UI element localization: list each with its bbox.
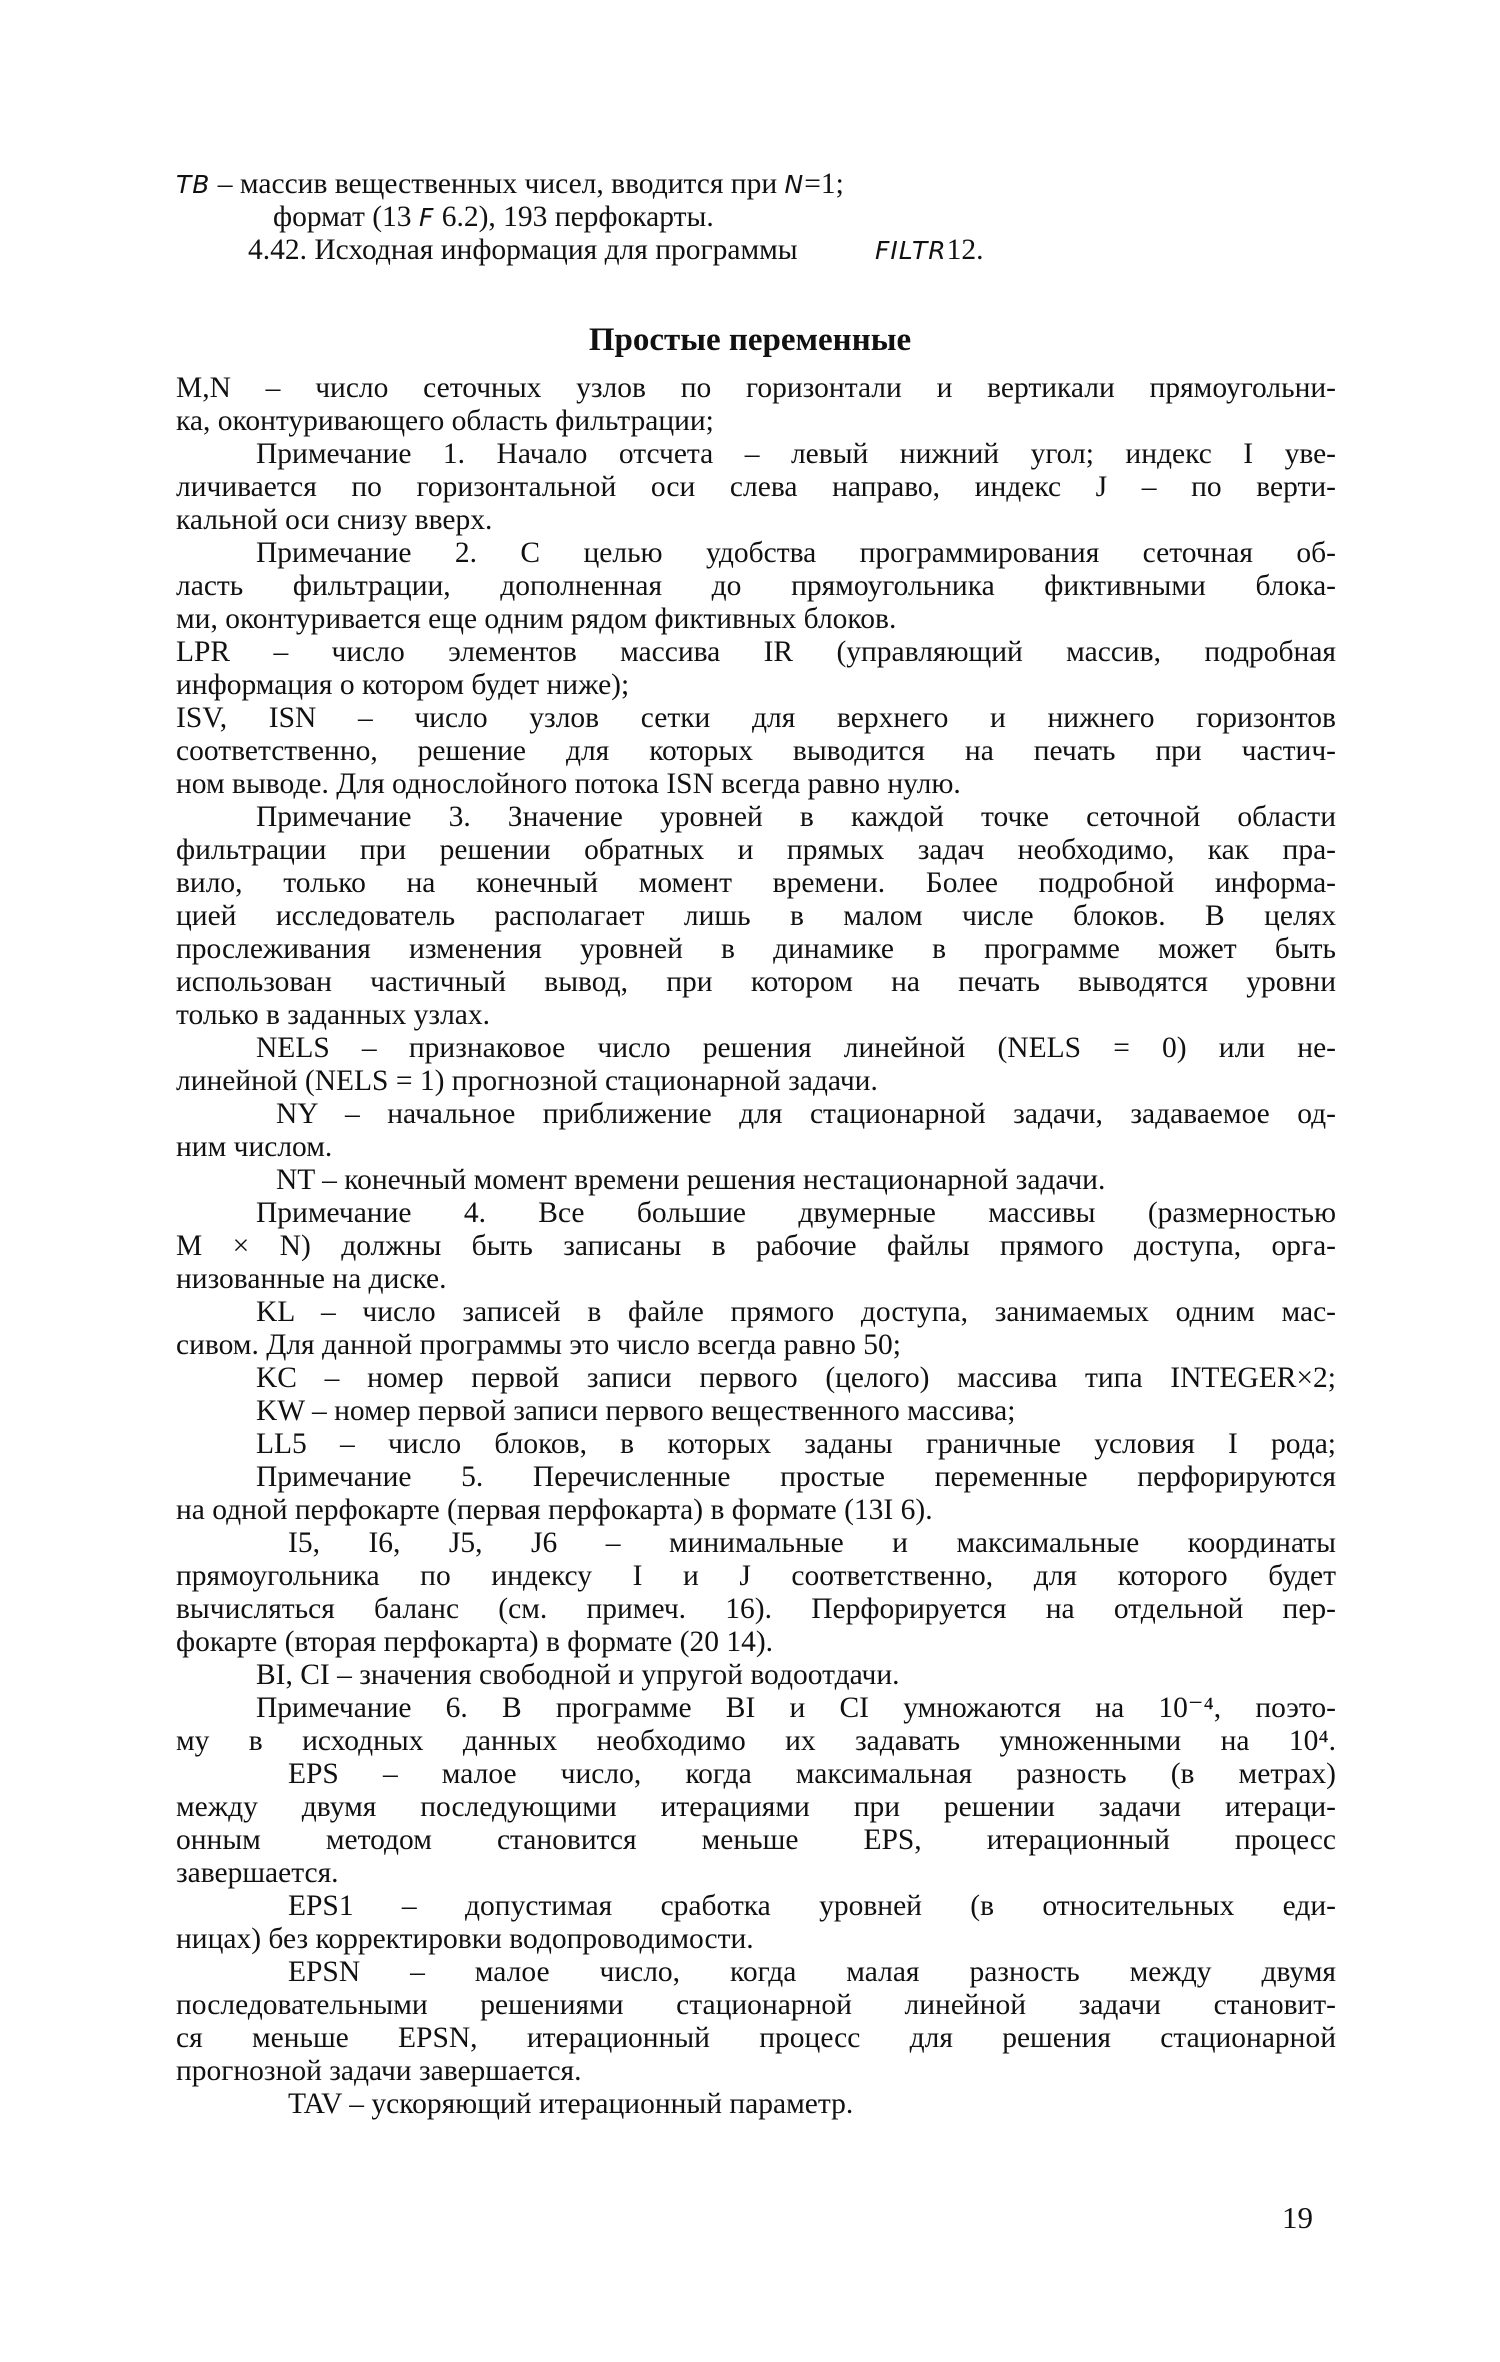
text-line: M,N – число сеточных узлов по горизонтали и вертикали прямоугольни-: [176, 372, 1336, 404]
text-line: вило, только на конечный момент времени. Более подробной информа-: [176, 867, 1336, 899]
text-line: ISV, ISN – число узлов сетки для верхнего и нижнего горизонтов: [176, 702, 1336, 734]
text-line: прямоугольника по индексу I и J соответственно, для которого будет: [176, 1560, 1336, 1592]
text-line: прослеживания изменения уровней в динамике в программе может быть: [176, 933, 1336, 965]
text-line: му в исходных данных необходимо их задавать умноженными на 10⁴.: [176, 1725, 1336, 1757]
text-line: ка, оконтуривающего область фильтрации;: [176, 405, 714, 437]
text-line: низованные на диске.: [176, 1263, 447, 1295]
text-line: на одной перфокарте (первая перфокарта) в формате (13I 6).: [176, 1494, 933, 1526]
text-line: TAV – ускоряющий итерационный параметр.: [288, 2088, 854, 2120]
text-line: NY – начальное приближение для стационарной задачи, задаваемое од-: [276, 1098, 1336, 1130]
text-line: Примечание 6. В программе BI и CI умножаются на 10⁻⁴, поэто-: [256, 1692, 1336, 1724]
text-line: ницах) без корректировки водопроводимости.: [176, 1923, 754, 1955]
text-line: Примечание 2. С целью удобства программирования сеточная об-: [256, 537, 1336, 569]
header-block: [176, 168, 1336, 267]
header-line-2: формат (13 F 6.2), 193 перфокарты.: [273, 201, 714, 233]
text-line: последовательными решениями стационарной линейной задачи становит-: [176, 1989, 1336, 2021]
text-line: завершается.: [176, 1857, 339, 1889]
text-line: прогнозной задачи завершается.: [176, 2055, 582, 2087]
text-line: EPS1 – допустимая сработка уровней (в относительных еди-: [288, 1890, 1336, 1922]
text-line: ним числом.: [176, 1131, 333, 1163]
text-line: между двумя последующими итерациями при решении задачи итераци-: [176, 1791, 1336, 1823]
text-line: онным методом становится меньше EPS, итерационный процесс: [176, 1824, 1336, 1856]
text-line: KW – номер первой записи первого вещественного массива;: [256, 1395, 1016, 1427]
text-line: NELS – признаковое число решения линейной (NELS = 0) или не-: [256, 1032, 1336, 1064]
text-line: KC – номер первой записи первого (целого) массива типа INTEGER×2;: [256, 1362, 1336, 1394]
text-line: KL – число записей в файле прямого доступа, занимаемых одним мас-: [256, 1296, 1336, 1328]
text-line: EPSN – малое число, когда малая разность между двумя: [288, 1956, 1336, 1988]
text-line: информация о котором будет ниже);: [176, 669, 630, 701]
text-line: ласть фильтрации, дополненная до прямоугольника фиктивными блока-: [176, 570, 1336, 602]
text-line: BI, CI – значения свободной и упругой водоотдачи.: [256, 1659, 900, 1691]
text-line: LPR – число элементов массива IR (управляющий массив, подробная: [176, 636, 1336, 668]
text-line: EPS – малое число, когда максимальная разность (в метрах): [288, 1758, 1336, 1790]
section-title: Простые переменные: [588, 322, 912, 358]
header-line-3: 4.42. Исходная информация для программы FILTR12.: [248, 234, 984, 266]
text-line: цией исследователь располагает лишь в малом числе блоков. В целях: [176, 900, 1336, 932]
page-number: 19: [1282, 2200, 1313, 2235]
text-line: использован частичный вывод, при котором на печать выводятся уровни: [176, 966, 1336, 998]
text-line: ми, оконтуривается еще одним рядом фиктивных блоков.: [176, 603, 897, 635]
text-line: личивается по горизонтальной оси слева направо, индекс J – по верти-: [176, 471, 1336, 503]
body-text: [176, 372, 1336, 2121]
text-line: Примечание 5. Перечисленные простые переменные перфорируются: [256, 1461, 1336, 1493]
text-line: Примечание 4. Все большие двумерные массивы (размерностью: [256, 1197, 1336, 1229]
text-line: фильтрации при решении обратных и прямых задач необходимо, как пра-: [176, 834, 1336, 866]
text-line: M × N) должны быть записаны в рабочие файлы прямого доступа, орга-: [176, 1230, 1336, 1262]
text-line: вычисляться баланс (см. примеч. 16). Перфорируется на отдельной пер-: [176, 1593, 1336, 1625]
text-line: соответственно, решение для которых выводится на печать при частич-: [176, 735, 1336, 767]
text-line: Примечание 3. Значение уровней в каждой точке сеточной области: [256, 801, 1336, 833]
text-line: только в заданных узлах.: [176, 999, 491, 1031]
header-line-1: TB – массив вещественных чисел, вводится при N=1;: [176, 168, 844, 200]
text-line: ном выводе. Для однослойного потока ISN всегда равно нулю.: [176, 768, 961, 800]
text-line: I5, I6, J5, J6 – минимальные и максимальные координаты: [288, 1527, 1336, 1559]
text-line: Примечание 1. Начало отсчета – левый нижний угол; индекс I уве-: [256, 438, 1336, 470]
text-line: ся меньше EPSN, итерационный процесс для решения стационарной: [176, 2022, 1336, 2054]
text-line: сивом. Для данной программы это число всегда равно 50;: [176, 1329, 901, 1361]
text-line: фокарте (вторая перфокарта) в формате (20 14).: [176, 1626, 774, 1658]
text-line: LL5 – число блоков, в которых заданы граничные условия I рода;: [256, 1428, 1336, 1460]
text-line: кальной оси снизу вверх.: [176, 504, 493, 536]
text-line: линейной (NELS = 1) прогнозной стационарной задачи.: [176, 1065, 878, 1097]
text-line: NT – конечный момент времени решения нестационарной задачи.: [276, 1164, 1106, 1196]
